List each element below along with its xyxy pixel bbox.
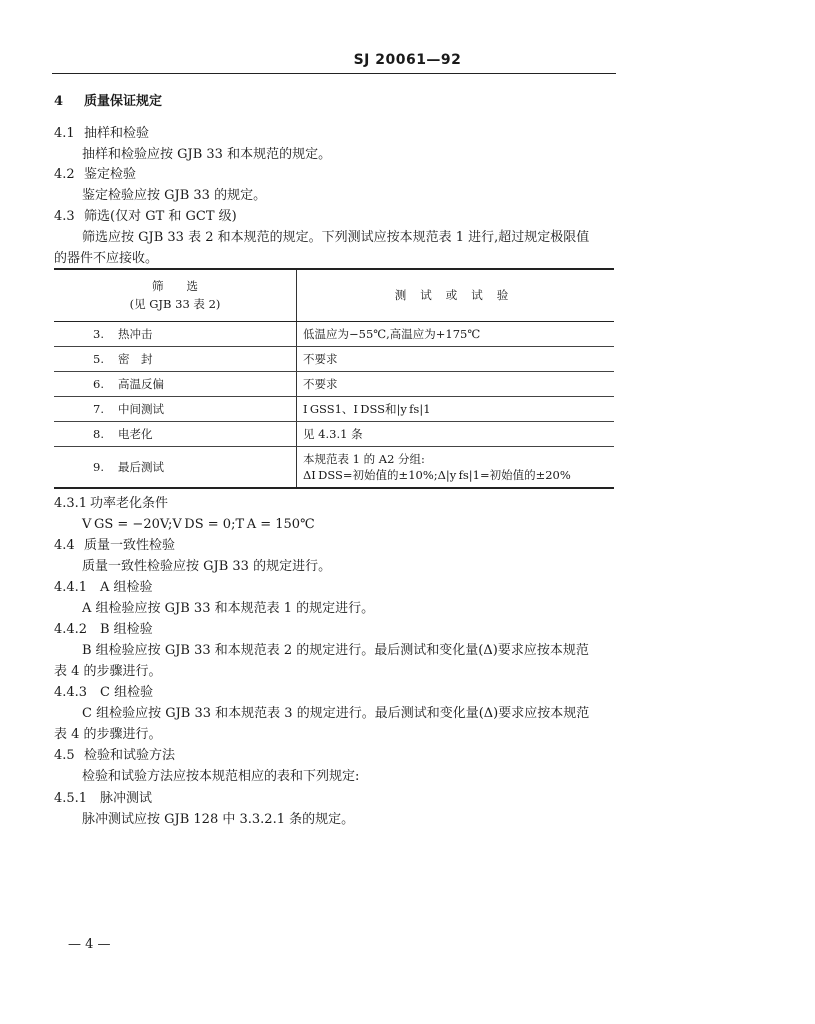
section-4-5-1-body: 脉冲测试应按 GJB 128 中 3.3.2.1 条的规定。 bbox=[82, 812, 355, 827]
header-rule bbox=[52, 73, 616, 74]
section-4-4-3-body-line2: 表 4 的步骤进行。 bbox=[54, 727, 162, 742]
section-4-2-heading: 4.2 鉴定检验 bbox=[54, 167, 137, 182]
section-4-5-heading: 4.5 检验和试验方法 bbox=[54, 748, 176, 763]
table-header-screening: 筛 选 (见 GJB 33 表 2) bbox=[54, 269, 297, 321]
row-item: 电老化 bbox=[118, 426, 153, 441]
row-requirement: 本规范表 1 的 A2 分组: ΔI DSS=初始值的±10%;Δ|y fs|1=初始值的±20% bbox=[297, 446, 615, 488]
section-4-4-2-heading: 4.4.2 B 组检验 bbox=[54, 622, 153, 637]
row-requirement: I GSS1、I DSS和|y fs|1 bbox=[297, 396, 615, 421]
section-4-4-3-body-line1: C 组检验应按 GJB 33 和本规范表 3 的规定进行。最后测试和变化量(Δ)要求应按本规范 bbox=[82, 706, 590, 721]
table-row: 5. 密 封 不要求 bbox=[54, 346, 614, 371]
row-item: 最后测试 bbox=[118, 459, 164, 474]
section-4-3-1-heading: 4.3.1 功率老化条件 bbox=[54, 496, 169, 511]
section-4-heading: 4 质量保证规定 bbox=[54, 94, 163, 109]
table-row: 8. 电老化 见 4.3.1 条 bbox=[54, 421, 614, 446]
row-requirement: 见 4.3.1 条 bbox=[297, 421, 615, 446]
table-row: 7. 中间测试 I GSS1、I DSS和|y fs|1 bbox=[54, 396, 614, 421]
row-item: 高温反偏 bbox=[118, 376, 164, 391]
section-4-5-1-heading: 4.5.1 脉冲测试 bbox=[54, 791, 153, 806]
row-requirement: 不要求 bbox=[297, 371, 615, 396]
section-4-4-2-body-line1: B 组检验应按 GJB 33 和本规范表 2 的规定进行。最后测试和变化量(Δ)要求应按本规范 bbox=[82, 643, 589, 658]
section-4-1-heading: 4.1 抽样和检验 bbox=[54, 126, 150, 141]
table-row: 6. 高温反偏 不要求 bbox=[54, 371, 614, 396]
table-row: 9. 最后测试 本规范表 1 的 A2 分组: ΔI DSS=初始值的±10%;Δ|y fs|1=初始值的±20% bbox=[54, 446, 614, 488]
section-4-3-heading: 4.3 筛选(仅对 GT 和 GCT 级) bbox=[54, 209, 237, 224]
section-4-5-body: 检验和试验方法应按本规范相应的表和下列规定: bbox=[82, 769, 360, 784]
section-4-4-3-heading: 4.4.3 C 组检验 bbox=[54, 685, 154, 700]
section-4-4-2-body-line2: 表 4 的步骤进行。 bbox=[54, 664, 162, 679]
section-4-3-body-line2: 的器件不应接收。 bbox=[54, 251, 159, 266]
row-requirement: 低温应为−55℃,高温应为+175℃ bbox=[297, 321, 615, 346]
section-4-1-body: 抽样和检验应按 GJB 33 和本规范的规定。 bbox=[82, 147, 332, 162]
screening-table bbox=[54, 268, 614, 489]
row-requirement: 不要求 bbox=[297, 346, 615, 371]
section-4-4-body: 质量一致性检验应按 GJB 33 的规定进行。 bbox=[82, 559, 332, 574]
row-item: 中间测试 bbox=[118, 401, 164, 416]
table-row: 3. 热冲击 低温应为−55℃,高温应为+175℃ bbox=[54, 321, 614, 346]
section-4-3-1-body: V GS = −20V;V DS = 0;T A = 150℃ bbox=[82, 517, 315, 532]
table-header-test: 测试或试验 bbox=[297, 269, 615, 321]
row-item: 密 封 bbox=[118, 351, 153, 366]
section-4-4-1-heading: 4.4.1 A 组检验 bbox=[54, 580, 153, 595]
section-4-3-body-line1: 筛选应按 GJB 33 表 2 和本规范的规定。下列测试应按本规范表 1 进行,超过规定极限值 bbox=[82, 230, 590, 245]
section-4-4-heading: 4.4 质量一致性检验 bbox=[54, 538, 176, 553]
document-code: SJ 20061—92 bbox=[353, 52, 462, 68]
table-header-row bbox=[54, 269, 614, 321]
row-item: 热冲击 bbox=[118, 326, 153, 341]
section-4-2-body: 鉴定检验应按 GJB 33 的规定。 bbox=[82, 188, 267, 203]
page-number: — 4 — bbox=[68, 937, 111, 952]
section-4-4-1-body: A 组检验应按 GJB 33 和本规范表 1 的规定进行。 bbox=[82, 601, 375, 616]
